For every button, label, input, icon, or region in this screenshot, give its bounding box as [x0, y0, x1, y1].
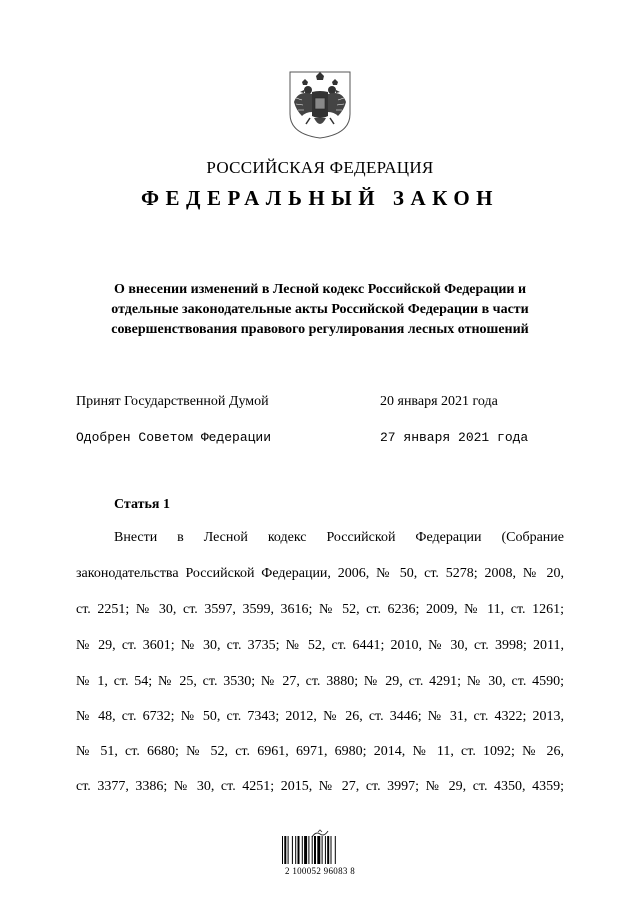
law-title-line: отдельные законодательные акты Российской Федерации в части [111, 302, 529, 317]
law-title [80, 280, 560, 340]
article-heading: Статья 1 [114, 497, 170, 512]
adopted-label: Принят Государственной Думой [76, 394, 269, 409]
article-text-line: № 51, ст. 6680; № 52, ст. 6961, 6971, 6980; 2014, № 11, ст. 1092; № 26, [76, 744, 564, 759]
coat-of-arms-icon [286, 68, 354, 140]
article-text-line: законодательства Российской Федерации, 2006, № 50, ст. 5278; 2008, № 20, [76, 566, 564, 581]
barcode-mark-icon [310, 826, 330, 836]
article-text-line: ст. 3377, 3386; № 30, ст. 4251; 2015, № 27, ст. 3997; № 29, ст. 4350, 4359; [76, 779, 564, 794]
article-text-line: Внести в Лесной кодекс Российской Федерации (Собрание [114, 530, 564, 545]
law-title-line: О внесении изменений в Лесной кодекс Российской Федерации и [113, 282, 527, 297]
article-text-line: № 1, ст. 54; № 25, ст. 3530; № 27, ст. 3880; № 29, ст. 4291; № 30, ст. 4590; [76, 674, 564, 689]
document-type-heading: ФЕДЕРАЛЬНЫЙ ЗАКОН [141, 186, 499, 210]
adopted-date: 20 января 2021 года [380, 394, 498, 409]
approved-date: 27 января 2021 года [380, 430, 529, 445]
barcode-icon [282, 836, 360, 864]
article-text-line: № 29, ст. 3601; № 30, ст. 3735; № 52, ст. 6441; 2010, № 30, ст. 3998; 2011, [76, 638, 564, 653]
approved-label: Одобрен Советом Федерации [76, 430, 272, 445]
country-heading: РОССИЙСКАЯ ФЕДЕРАЦИЯ [206, 158, 434, 177]
article-text-line: ст. 2251; № 30, ст. 3597, 3599, 3616; № 52, ст. 6236; 2009, № 11, ст. 1261; [76, 602, 564, 617]
barcode-number: 2 100052 96083 8 [284, 866, 356, 876]
article-text-line: № 48, ст. 6732; № 50, ст. 7343; 2012, № 26, ст. 3446; № 31, ст. 4322; 2013, [76, 709, 564, 724]
law-title-line: совершенствования правового регулирования лесных отношений [111, 322, 529, 337]
